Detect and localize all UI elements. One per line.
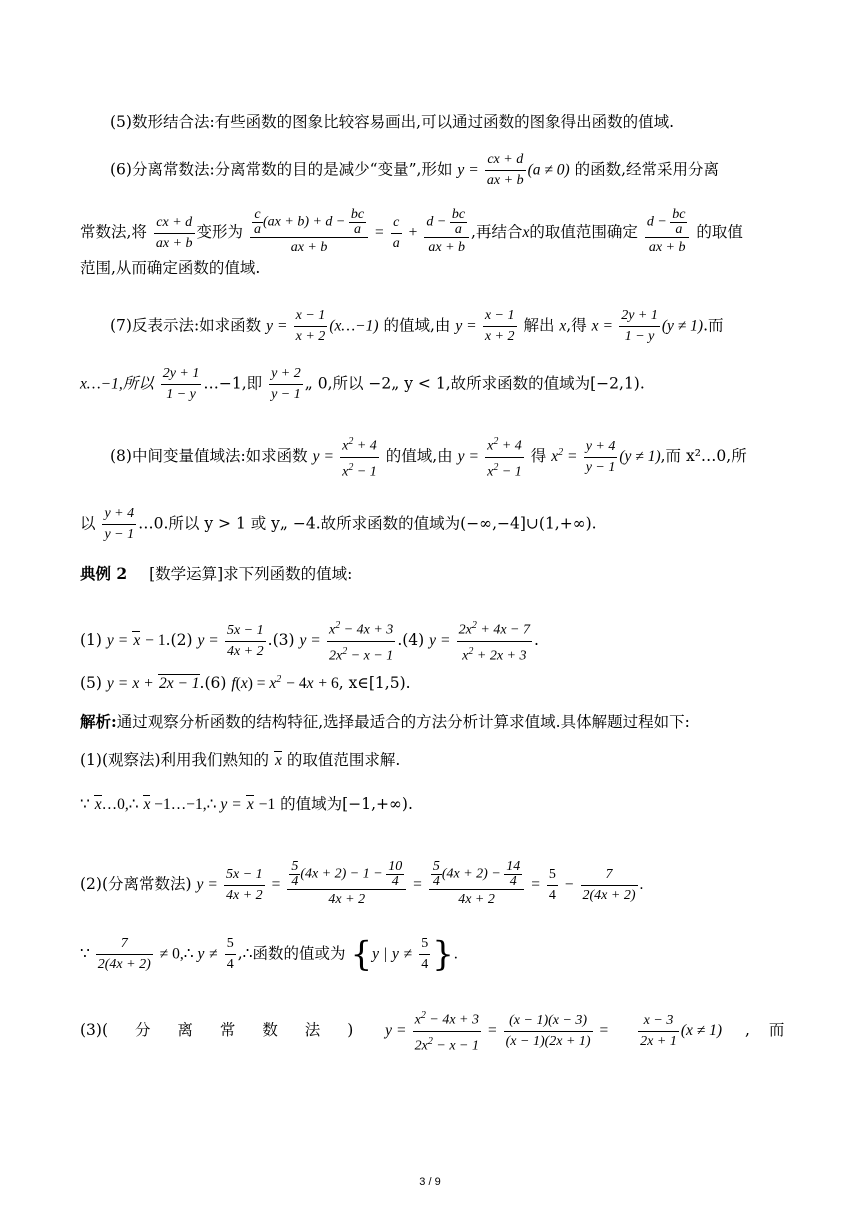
text-span: 得 [530,447,547,466]
page-number: 3 / 9 [419,1176,441,1188]
text-span: ,再结合 [471,223,523,241]
solution-1-line2: ∵ x…0,∴ x −1…−1,∴ y = x −1 的值域为[−1,+∞). [80,795,413,813]
text-span: …0.所以 y > 1 或 y„ −4.故所求函数的值域为(−∞,−4]∪(1,+∞). [138,514,597,533]
fraction: $\frac{2x^2 + 4x - 7}{x^2 + 2x + 3}$ [457,616,532,666]
text-span: 分 [134,1021,151,1040]
analysis-label: 解析: [80,712,117,731]
text-span: (2)(分离常数法) [80,875,192,893]
example-heading [80,564,352,584]
text-span: (1)(观察法)利用我们熟知的 [80,751,270,769]
text-span: 的取值范围求解. [286,751,401,769]
example-text: [数学运算]求下列函数的值域: [149,565,353,583]
fraction: $\frac{c}{a}$ [392,214,400,251]
paragraph-6-line1: (6)分离常数法:分离常数的目的是减少“变量”,形如 y = $\frac{cx + d}{ax + b}$ (a ≠ 0) 的函数,经常采用分离 [110,150,719,191]
text-span: 变形为 [196,223,244,241]
fraction: $\frac{5}{4}$ [226,936,234,972]
fraction: $\frac{2y + 1}{1 - y}$ [162,366,200,402]
fraction: $\frac{5}{4}$ (4x + 2) − 1 − $\frac{10}{4}$ 4x + 2 [287,860,406,910]
fraction: $\frac{x^2 + 4}{x^2 - 1}$ [485,432,524,482]
text-span: (y ≠ 1) [619,448,661,466]
fraction: $\frac{7}{2(4x + 2)}$ [97,936,151,972]
text-span: ) [347,1021,354,1040]
text-span: (y ≠ 1) [661,317,704,335]
text-span: …−1,即 [203,374,263,393]
condition: (a ≠ 0) [527,161,570,179]
fraction: $\frac{x - 3}{2x + 1}$ [640,1012,677,1049]
text-span: ,得 [566,316,587,335]
text-span: .(4) [397,631,425,650]
text-span: 解出 [523,316,555,335]
paragraph-8-line2 [80,504,597,545]
fraction: $\frac{5}{4}$ [421,936,429,972]
text-span: 以 [80,514,96,533]
fraction: d − $\frac{bc}{a}$ ax + b [424,208,469,258]
text-span: 的取值范围确定 [529,223,638,241]
solution-2-line2: ∵ $\frac{7}{2(4x + 2)}$ ≠ 0,∴ y ≠ $\frac{5}{4}$ ,∴函数的值或为 {y | y ≠ $\frac{5}{4}$ }. [80,934,458,975]
text-span: 数 [262,1021,278,1040]
fraction: $\frac{5x - 1}{4x + 2}$ [226,866,263,903]
text-span: 法 [304,1021,321,1040]
fraction: $\frac{7}{2(4x + 2)}$ [582,866,636,903]
fraction: $\frac{cx + d}{ax + b}$ [486,152,524,188]
text-span: ,而 x²…0,所 [660,447,747,466]
fraction: $\frac{y + 4}{y - 1}$ [585,438,616,475]
exercise-items-5-6: (5) y = x + 2x − 1.(6) $f(x) = x^2 - 4x + 6$, x∈[1,5). [80,674,411,693]
text-span: (3)( [80,1021,109,1040]
analysis-line [80,712,690,732]
solution-1-line1: (1)(观察法)利用我们熟知的 x 的取值范围求解. [80,751,401,769]
fraction: $\frac{y + 4}{y - 1}$ [104,506,135,542]
text-span: , [745,1021,750,1040]
fraction: $\frac{y + 2}{y - 1}$ [271,366,301,402]
text-span: (8)中间变量值域法:如求函数 [110,447,308,466]
text-span: 范围,从而确定函数的值域. [80,259,261,277]
fraction: d − $\frac{bc}{a}$ ax + b [645,208,690,258]
fraction: $\frac{cx + d}{ax + b}$ [155,214,193,251]
text-span: .而 [703,316,724,335]
text-span: (7)反表示法:如求函数 [110,316,262,335]
paragraph-6-line3 [80,258,260,278]
text-span: . [533,631,539,650]
text-span: 离 [177,1021,193,1040]
text-span: .(2) [165,631,193,650]
text-span: .(3) [267,631,295,650]
paragraph-5-text: (5)数形结合法:有些函数的图象比较容易画出,可以通过函数的图象得出函数的值域. [110,113,675,131]
paragraph-6-tail: 的函数,经常采用分离 [574,160,720,179]
text-span: (1) [80,631,102,650]
paragraph-5 [110,112,674,132]
fraction: $\frac{5}{4}$ (4x + 2) − $\frac{14}{4}$ 4x + 2 [429,860,524,910]
text-span: (5) [80,674,102,693]
paragraph-7-line2 [80,364,645,405]
text-span: „ 0,所以 −2„ y < 1,故所求函数的值域为[−2,1). [304,374,645,393]
text-span: , x∈[1,5). [338,674,411,693]
text-span: 的值域,由 [385,447,453,466]
text-span: x…−1,所以 [80,375,154,393]
text-span: .(6) [199,674,227,693]
fraction: $\frac{5}{4}$ [548,866,556,903]
fraction: $\frac{x^2 - 4x + 3}{2x^2 - x - 1}$ [327,616,395,666]
fraction: $\frac{c}{a}$ (ax + b) + d − $\frac{bc}{a}$ ax + b [250,208,368,258]
exercise-items-1-4: (1) y = x − 1.(2) y = $\frac{5x - 1}{4x + 2}$ .(3) y = $\frac{x^2 - 4x + 3}{2x^2 - x - 1}$ .(4) y = $\frac{2x^2 + 4x - 7}{x^2 + 2x + 3}$ . [80,616,539,666]
fraction: $\frac{2y + 1}{1 - y}$ [621,308,658,344]
text-span: 的值域,由 [383,316,451,335]
paragraph-7-line1: (7)反表示法:如求函数 y = $\frac{x - 1}{x + 2}$ (x…−1) 的值域,由 y = $\frac{x - 1}{x + 2}$ 解出 x,得 x = $\frac{2y + 1}{1 - y}$ (y ≠ 1).而 [110,306,724,347]
example-label: 典例 2 [80,564,128,583]
fraction: $\frac{x^2 - 4x + 3}{2x^2 - x - 1}$ [413,1006,481,1056]
text-span: 常数法,将 [80,223,147,241]
fraction: $\frac{x - 1}{x + 2}$ [295,308,326,344]
text-span: 的值域为[−1,+∞). [280,795,413,813]
solution-3-line1: (3)( 分 离 常 数 法 ) y = $\frac{x^2 - 4x + 3}{2x^2 - x - 1}$ = $\frac{(x - 1)(x - 3)}{(x - 1)(2x + 1)}$ = $\frac{x - 3}{2x + 1}$ (x ≠ 1) , 而 [80,1006,780,1056]
paragraph-6-line2: 常数法,将 $\frac{cx + d}{ax + b}$ 变形为 $\frac{c}{a}$ (ax + b) + d − $\frac{bc}{a}$ ax + b = $\frac{c}{a}$ + d − $\frac{bc}{a}$ ax + b ,再结合x的取值范围确定 d − $\frac{bc}{a}$ ax + b 的取值 [80,208,743,258]
text-span: (x…−1) [329,317,379,335]
text-span: 而 [768,1021,785,1040]
text-span: 常 [219,1021,236,1040]
fraction: $\frac{5x - 1}{4x + 2}$ [226,622,264,659]
text-span: ,∴函数的值或为 [237,944,346,963]
text-span: (x ≠ 1) [680,1022,723,1040]
fraction: $\frac{(x - 1)(x - 3)}{(x - 1)(2x + 1)}$ [505,1012,591,1049]
text-span: 的取值 [696,223,743,241]
paragraph-8-line1: (8)中间变量值域法:如求函数 y = $\frac{x^2 + 4}{x^2 - 1}$ 的值域,由 y = $\frac{x^2 + 4}{x^2 - 1}$ 得 $x^2$ = $\frac{y + 4}{y - 1}$ (y ≠ 1),而 x²…0,所 [110,432,747,482]
fraction: $\frac{x^2 + 4}{x^2 - 1}$ [340,432,379,482]
paragraph-6-lead: (6)分离常数法:分离常数的目的是减少“变量”,形如 [110,160,453,179]
fraction: $\frac{x - 1}{x + 2}$ [484,308,515,344]
analysis-text: 通过观察分析函数的结构特征,选择最适合的方法分析计算求值域.具体解题过程如下: [116,713,690,731]
solution-2-line1: (2)(分离常数法) y = $\frac{5x - 1}{4x + 2}$ = $\frac{5}{4}$ (4x + 2) − 1 − $\frac{10}{4}$ 4x + 2 = $\frac{5}{4}$ (4x + 2) − $\frac{14}{4}$ 4x + 2 = $\frac{5}{4}$ − $\frac{7}{2(4x + 2)}$ . [80,860,643,910]
